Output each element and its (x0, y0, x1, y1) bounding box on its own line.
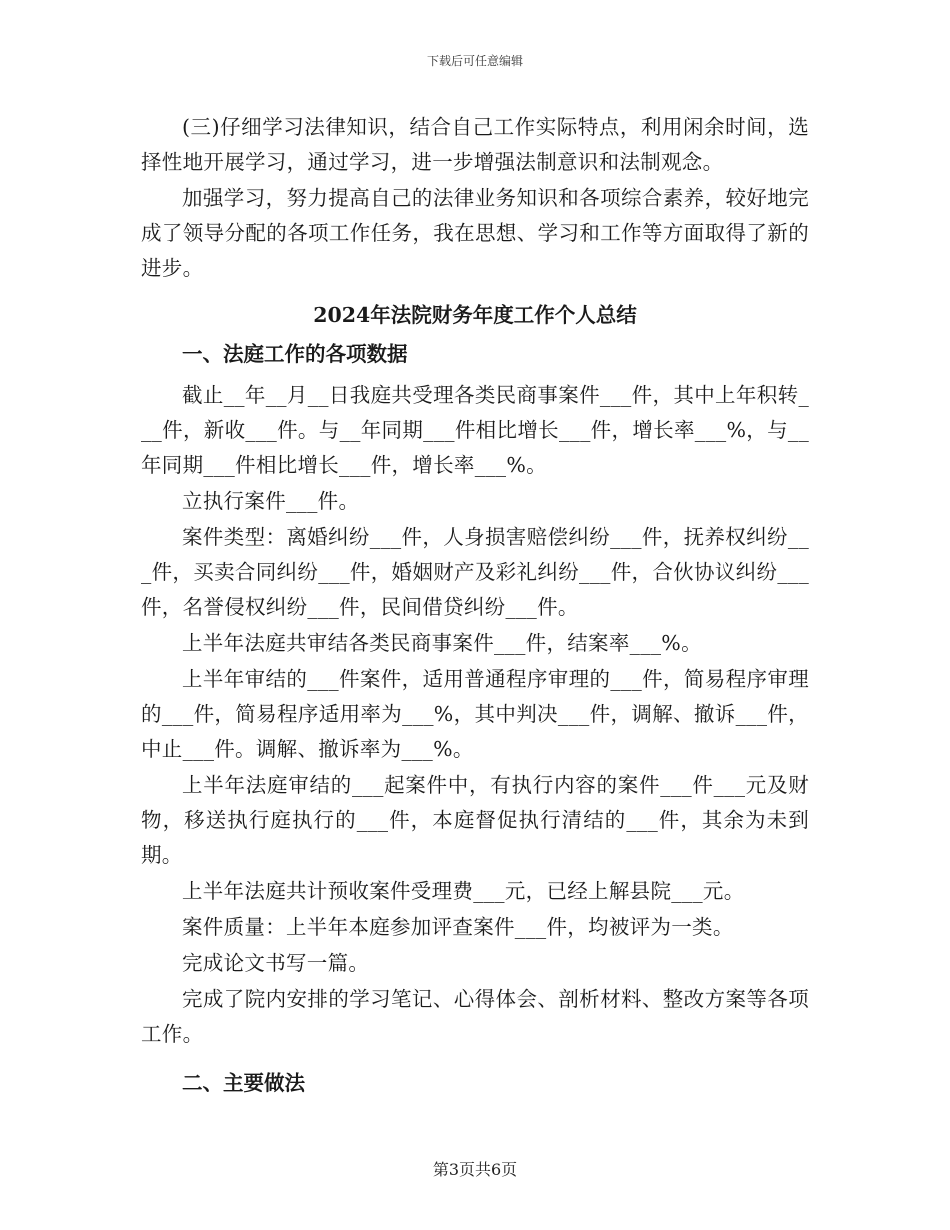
paragraph: 完成论文书写一篇。 (182, 951, 370, 975)
page-number: 第3页共6页 (432, 1160, 518, 1179)
paragraph: 上半年法庭审结的___起案件中，有执行内容的案件___件___元及财物，移送执行庭执行的___件，本庭督促执行清结的___件，其余为未到期。 (141, 773, 809, 867)
document-title: 2024年法院财务年度工作个人总结 (313, 303, 637, 327)
paragraph: 完成了院内安排的学习笔记、心得体会、剖析材料、整改方案等各项工作。 (141, 987, 809, 1046)
paragraph: 案件质量：上半年本庭参加评查案件___件，均被评为一类。 (182, 915, 734, 939)
paragraph: 立执行案件___件。 (182, 489, 360, 513)
section-heading-1: 一、法庭工作的各项数据 (182, 342, 408, 366)
paragraph: 加强学习，努力提高自己的法律业务知识和各项综合素养，较好地完成了领导分配的各项工作任务，我在思想、学习和工作等方面取得了新的进步。 (141, 186, 809, 280)
section-heading-2: 二、主要做法 (182, 1071, 305, 1095)
paragraph: (三)仔细学习法律知识，结合自己工作实际特点，利用闲余时间，选择性地开展学习，通过学习，进一步增强法制意识和法制观念。 (141, 115, 809, 174)
header-note: 下载后可任意编辑 (426, 54, 523, 68)
paragraph: 上半年法庭共审结各类民商事案件___件，结案率___%。 (182, 631, 702, 655)
paragraph: 案件类型：离婚纠纷___件，人身损害赔偿纠纷___件，抚养权纠纷___件，买卖合同纠纷___件，婚姻财产及彩礼纠纷___件，合伙协议纠纷___件，名誉侵权纠纷___件，民间借贷纠纷___件。 (141, 525, 809, 619)
paragraph: 上半年法庭共计预收案件受理费___元，已经上解县院___元。 (182, 879, 745, 903)
paragraph: 截止__年__月__日我庭共受理各类民商事案件___件，其中上年积转___件，新收___件。与__年同期___件相比增长___件，增长率___%，与__年同期___件相比增长___件，增长率___%。 (141, 383, 809, 477)
document-body (141, 110, 809, 1107)
paragraph: 上半年审结的___件案件，适用普通程序审理的___件，简易程序审理的___件，简易程序适用率为___%，其中判决___件，调解、撤诉___件，中止___件。调解、撤诉率为___%。 (141, 667, 809, 761)
